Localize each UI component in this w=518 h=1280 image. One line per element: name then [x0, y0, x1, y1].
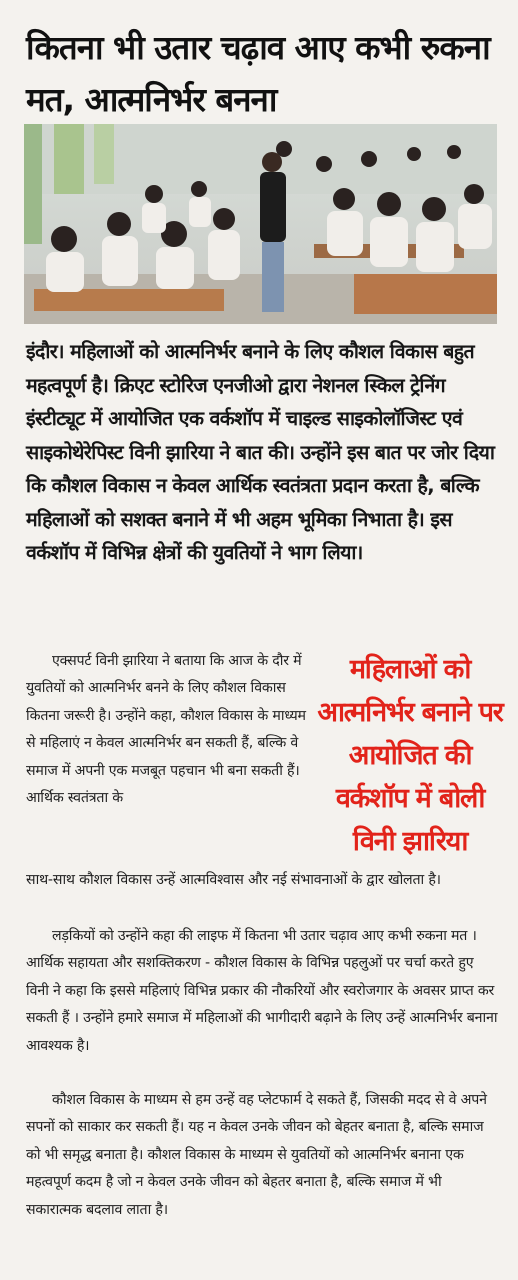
article-paragraph-3: कौशल विकास के माध्यम से हम उन्हें वह प्लेटफार्म दे सकते हैं, जिसकी मदद से वे अपने सपनों को साकार कर सकती हैं। यह न केवल उनके जीवन को बेहतर बनाता है, बल्कि समाज को भी समृद्ध बनाता है। कौशल विकास के माध्यम से युवतियों को आत्मनिर्भर बनाना एक महत्वपूर्ण कदम है जो न केवल उनके जीवन को बेहतर बनाता है, बल्कि समाज में भी सकारात्मक बदलाव लाता है।	[26, 1092, 487, 1218]
classroom-photo-illustration	[24, 124, 497, 324]
article-column-text: एक्सपर्ट विनी झारिया ने बताया कि आज के दौर में युवतियों को आत्मनिर्भर बनने के लिए कौशल विकास कितना जरूरी है। उन्होंने कहा, कौशल विकास के माध्यम से महिलाएं न केवल आत्मनिर्भर बन सकती हैं, बल्कि वे समाज में अपनी एक मजबूत पहचान भी बना सकती हैं। आर्थिक स्वतंत्रता के	[26, 653, 306, 807]
pull-quote: महिलाओं को आत्मनिर्भर बनाने पर आयोजित की वर्कशॉप में बोली विनी झारिया	[317, 654, 503, 857]
headline: कितना भी उतार चढ़ाव आए कभी रुकना मत, आत्मनिर्भर बनना	[26, 28, 490, 119]
article-paragraph-2: लड़कियों को उन्होंने कहा की लाइफ में कितना भी उतार चढ़ाव आए कभी रुकना मत । आर्थिक सहायता और सशक्तिकरण - कौशल विकास के विभिन्न पहलुओं पर चर्चा करते हुए विनी ने कहा कि इससे महिलाएं विभिन्न प्रकार की नौकरियों और स्वरोजगार के अवसर प्राप्त कर सकती हैं । उन्होंने हमारे समाज में महिलाओं की भागीदारी बढ़ाने के लिए उन्हें आत्मनिर्भर बनाना आवश्यक है।	[26, 928, 498, 1054]
article-continuation: साथ-साथ कौशल विकास उन्हें आत्मविश्वास और नई संभावनाओं के द्वार खोलता है।	[26, 872, 441, 888]
news-photo	[24, 124, 497, 324]
lead-paragraph: इंदौर। महिलाओं को आत्मनिर्भर बनाने के लिए कौशल विकास बहुत महत्वपूर्ण है। क्रिएट स्टोरिज एनजीओ द्वारा नेशनल स्किल ट्रेनिंग इंस्टीट्यूट में आयोजित एक वर्कशॉप में चाइल्ड साइकोलॉजिस्ट एवं साइकोथेरेपिस्ट विनी झारिया ने बात की। उन्होंने इस बात पर जोर दिया कि कौशल विकास न केवल आर्थिक स्वतंत्रता प्रदान करता है, बल्कि महिलाओं को सशक्त बनाने में भी अहम भूमिका निभाता है। इस वर्कशॉप में विभिन्न क्षेत्रों की युवतियों ने भाग लिया।	[26, 340, 495, 564]
